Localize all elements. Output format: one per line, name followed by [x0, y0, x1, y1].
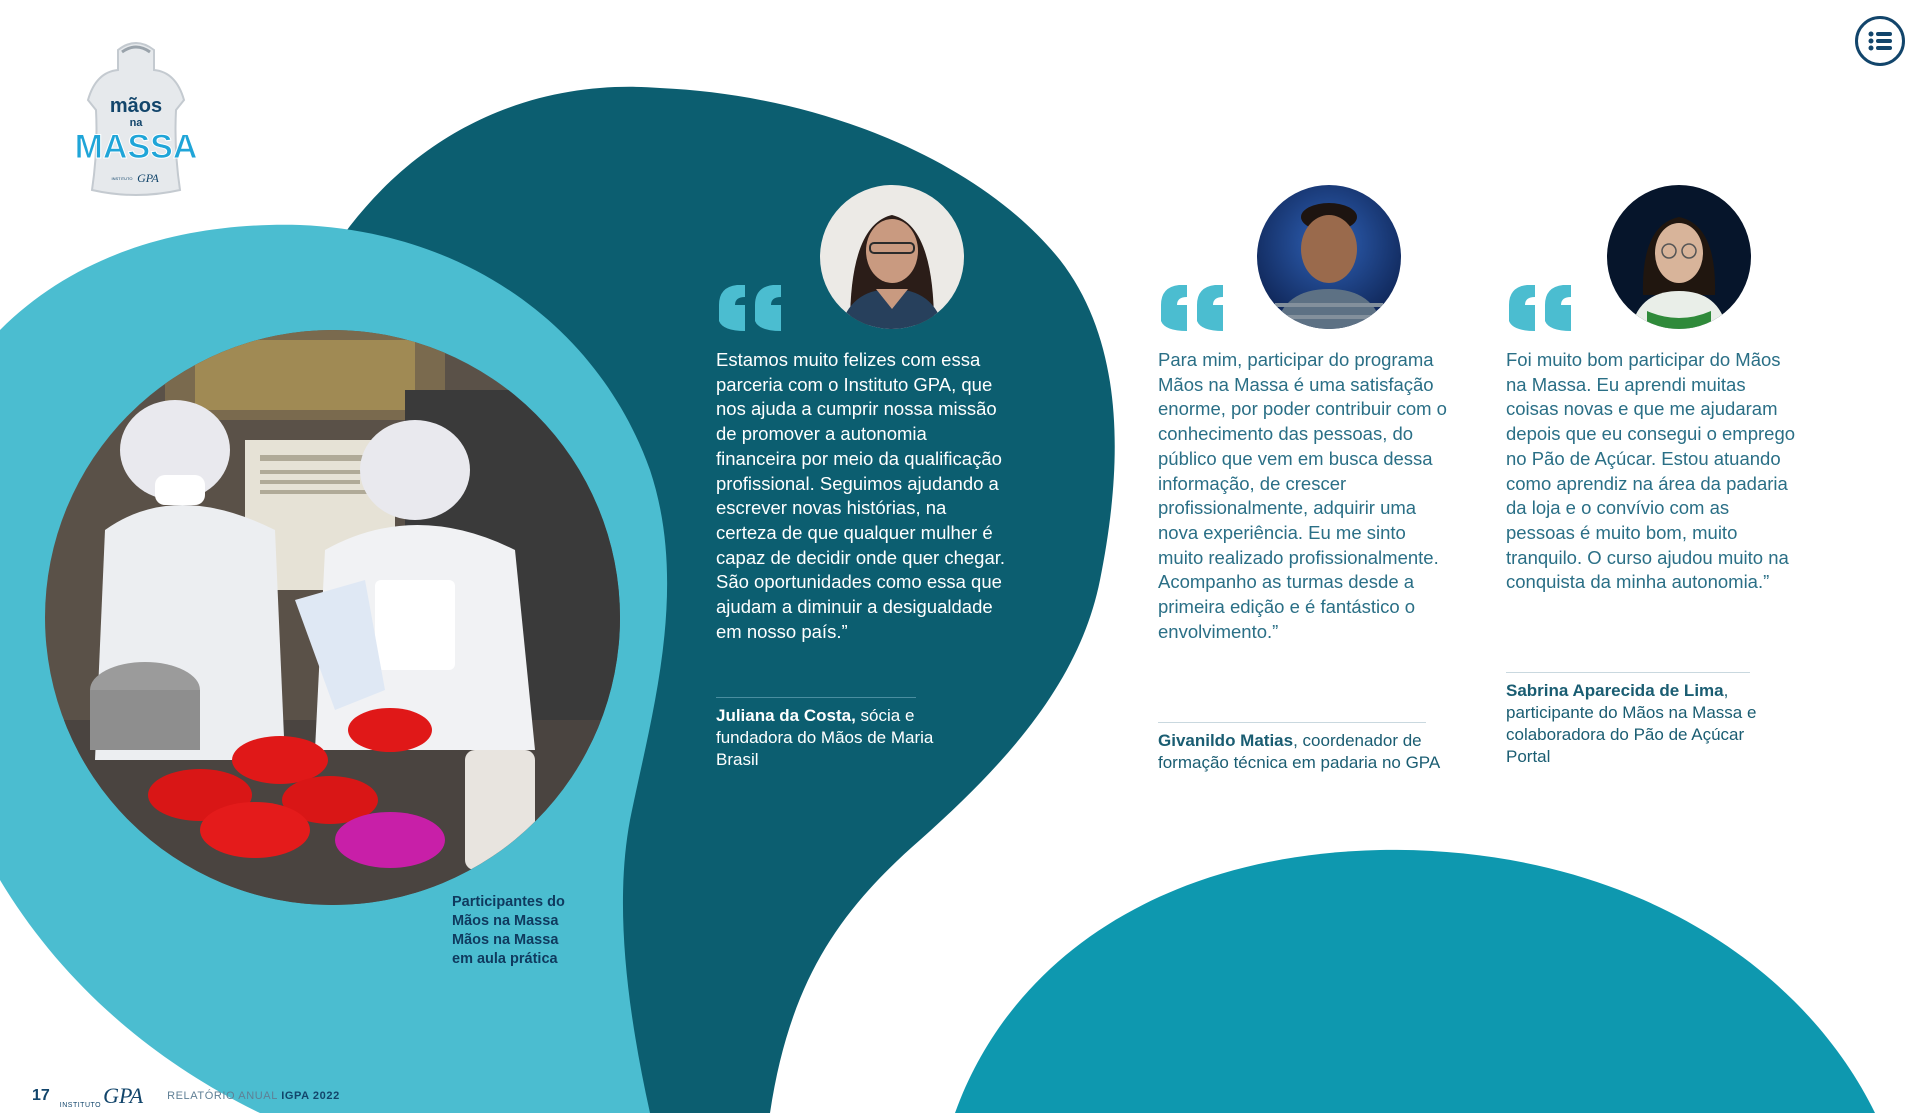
quote-text-givanildo: Para mim, participar do programa Mãos na Massa é uma satisfação enorme, por poder contribuir com o conhecimento das pessoas, do público que vem em busca dessa informação, de crescer profissionalmente, adquirir uma nova experiência. Eu me sinto muito realizado profissionalmente. Acompanho as turmas desde a primeira edição e é fantástico o envolvimento.”: [1158, 349, 1447, 642]
quote-text-juliana: Estamos muito felizes com essa parceria com o Instituto GPA, que nos ajuda a cumprir nossa missão de promover a autonomia financeira por meio da qualificação profissional. Seguimos ajudando a escrever novas histórias, na certeza de que qualquer mulher é capaz de decidir onde quer chegar. São oportunidades como essa que ajudam a diminuir a desigualdade em nosso país.”: [716, 349, 1006, 642]
author-role: , participante do Mãos na Massa e colaboradora do Pão de Açúcar Portal: [1506, 681, 1757, 766]
report-year: IGPA 2022: [281, 1090, 340, 1102]
photo-caption: Participantes do Mãos na Massa Mãos na Massa em aula prática: [452, 894, 565, 967]
quote-text-sabrina: Foi muito bom participar do Mãos na Massa. Eu aprendi muitas coisas novas e que me ajudaram depois que eu consegui o emprego no Pão de Açúcar. Estou atuando como aprendiz na área da padaria da loja e o convívio com as pessoas é muito bom, muito tranquilo. O curso ajudou muito na conquista da minha autonomia.”: [1506, 349, 1796, 593]
author-name: Givanildo Matias: [1158, 731, 1294, 750]
author-role: sócia e fundadora do Mãos de Maria Brasil: [716, 706, 934, 769]
logo-tag: GPA: [137, 171, 159, 185]
separator: [1506, 672, 1750, 673]
menu-button[interactable]: [1855, 16, 1905, 66]
maos-na-massa-logo: [76, 40, 196, 200]
bottom-teal-blob: [955, 850, 1875, 1113]
page-number: 17: [32, 1087, 50, 1104]
logo-line1: mãos: [109, 95, 163, 117]
avatar-juliana: [820, 185, 964, 329]
logo-line2: na: [129, 117, 143, 129]
quote-mark-icon: [715, 283, 787, 333]
separator: [1158, 722, 1426, 723]
footer-brand-logo: [60, 1083, 143, 1109]
footer-brand-small: INSTITUTO: [59, 1102, 102, 1109]
page-footer: [32, 1085, 340, 1107]
report-label: RELATÓRIO ANUAL: [167, 1090, 282, 1102]
author-name: Juliana da Costa,: [716, 706, 856, 725]
separator: [716, 697, 916, 698]
avatar-givanildo: [1257, 185, 1401, 329]
author-name: Sabrina Aparecida de Lima: [1506, 681, 1724, 700]
report-title: [167, 1090, 340, 1102]
author-juliana: [716, 705, 936, 771]
author-sabrina: [1506, 680, 1776, 768]
quote-mark-icon: [1157, 283, 1229, 333]
quote-mark-icon: [1505, 283, 1577, 333]
participants-photo: [45, 330, 620, 905]
logo-tag-small: INSTITUTO: [111, 176, 133, 181]
list-icon: [1868, 30, 1892, 52]
logo-line3: MASSA: [76, 128, 196, 166]
author-role: , coordenador de formação técnica em padaria no GPA: [1158, 731, 1441, 772]
avatar-sabrina: [1607, 185, 1751, 329]
footer-brand: GPA: [103, 1083, 144, 1108]
author-givanildo: [1158, 730, 1448, 774]
